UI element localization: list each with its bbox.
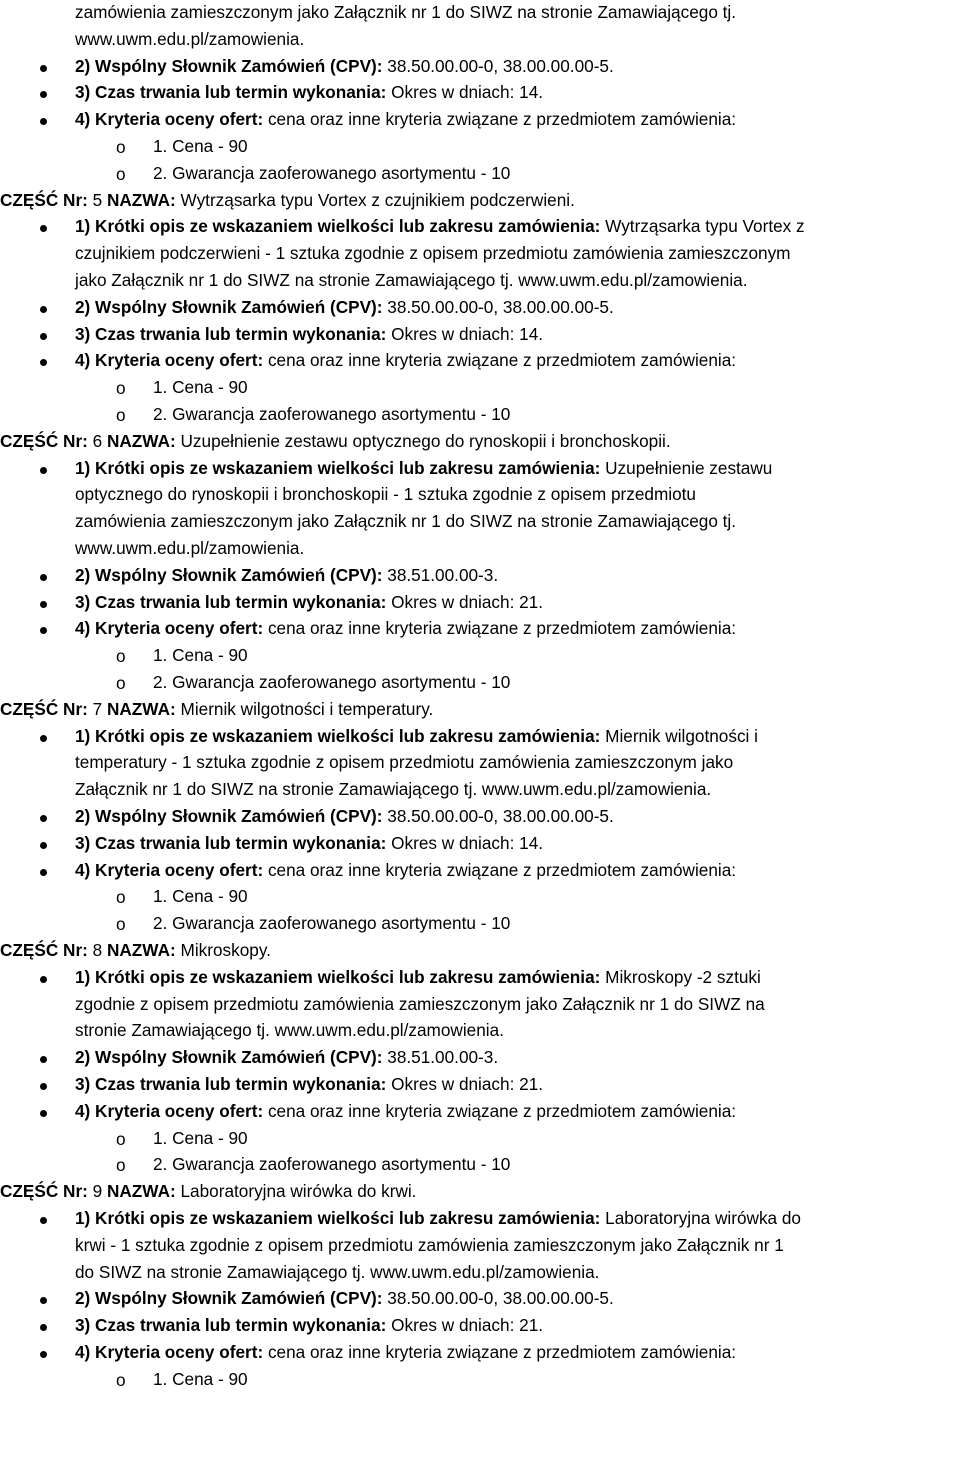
list-line <box>0 831 960 857</box>
line-text <box>153 1152 510 1176</box>
list-line <box>0 1260 960 1286</box>
text-run: Miernik wilgotności i <box>605 725 758 746</box>
bold-label: 2) Wspólny Słownik Zamówień (CPV): <box>75 55 388 76</box>
line-text <box>75 563 498 587</box>
line-text <box>75 804 614 828</box>
line-text <box>153 375 248 399</box>
text-run: czujnikiem podczerwieni - 1 sztuka zgodnie z opisem przedmiotu zamówienia zamieszczonym <box>75 243 791 264</box>
line-text <box>153 161 510 185</box>
text-run: Wytrząsarka typu Vortex z czujnikiem podczerwieni. <box>180 189 575 210</box>
text-run: 1. Cena - 90 <box>153 1368 248 1389</box>
bold-label: 1) Krótki opis ze wskazaniem wielkości lub zakresu zamówienia: <box>75 966 606 987</box>
text-run: 2. Gwarancja zaoferowanego asortymentu - 10 <box>153 162 511 183</box>
line-text <box>75 536 304 560</box>
sub-bullet-icon: o <box>116 646 126 667</box>
section-heading <box>0 1179 960 1205</box>
list-line <box>0 456 960 482</box>
line-text <box>75 1018 504 1042</box>
bullet-icon <box>40 118 47 125</box>
list-line <box>0 616 960 642</box>
line-text <box>75 1340 736 1364</box>
bold-label: 3) Czas trwania lub termin wykonania: <box>75 1315 392 1336</box>
line-text <box>0 938 271 962</box>
line-text <box>75 241 791 265</box>
list-line <box>0 1286 960 1312</box>
text-run: 38.51.00.00-3. <box>387 564 499 585</box>
list-line <box>0 1072 960 1098</box>
line-text <box>75 616 736 640</box>
text-run: Okres w dniach: 21. <box>391 1315 544 1336</box>
bold-label: 4) Kryteria oceny ofert: <box>75 350 268 371</box>
text-run: zamówienia zamieszczonym jako Załącznik nr 1 do SIWZ na stronie Zamawiającego tj. <box>75 2 737 22</box>
list-line <box>0 1099 960 1125</box>
bullet-icon <box>40 1083 47 1090</box>
bullet-icon <box>40 225 47 232</box>
text-run: Uzupełnienie zestawu optycznego do rynoskopii i bronchoskopii. <box>180 430 671 451</box>
list-line <box>0 214 960 240</box>
sub-bullet-icon: o <box>116 1155 126 1176</box>
text-run: cena oraz inne kryteria związane z przedmiotem zamówienia: <box>267 350 737 371</box>
section-heading <box>0 697 960 723</box>
text-run: 2. Gwarancja zaoferowanego asortymentu - 10 <box>153 404 511 424</box>
bold-label: 2) Wspólny Słownik Zamówień (CPV): <box>75 1047 388 1068</box>
sub-bullet-icon: o <box>116 163 126 184</box>
line-text <box>0 1179 416 1203</box>
bold-label: 1) Krótki opis ze wskazaniem wielkości lub zakresu zamówienia: <box>75 457 606 478</box>
text-run: optycznego do rynoskopii i bronchoskopii - 1 sztuka zgodnie z opisem przedmiotu <box>75 484 696 505</box>
text-run: Laboratoryjna wirówka do <box>605 1208 801 1228</box>
text-run: Okres w dniach: 14. <box>391 832 544 853</box>
bold-label: 2) Wspólny Słownik Zamówień (CPV): <box>75 1288 388 1309</box>
bullet-icon <box>40 976 47 983</box>
text-run: 38.50.00.00-0, 38.00.00.00-5. <box>387 806 614 826</box>
line-text <box>75 1260 599 1284</box>
line-text <box>75 54 614 78</box>
line-text <box>75 0 736 24</box>
line-text <box>75 268 748 292</box>
bold-label: 1) Krótki opis ze wskazaniem wielkości lub zakresu zamówienia: <box>75 216 606 237</box>
bullet-icon <box>40 815 47 822</box>
line-text <box>153 1367 248 1391</box>
line-text <box>0 429 671 453</box>
list-line <box>0 54 960 80</box>
text-run: www.uwm.edu.pl/zamowienia. <box>75 28 305 49</box>
bold-label: 4) Kryteria oceny ofert: <box>75 109 268 130</box>
list-line <box>0 1206 960 1232</box>
sub-list-item <box>0 1367 960 1393</box>
line-text <box>75 992 765 1016</box>
list-line <box>0 965 960 991</box>
line-text <box>75 1045 498 1069</box>
list-line <box>0 724 960 750</box>
bullet-icon <box>40 1056 47 1063</box>
bullet-icon <box>40 574 47 581</box>
bold-label: CZĘŚĆ Nr: <box>0 189 93 210</box>
list-line <box>0 0 960 26</box>
bullet-icon <box>40 601 47 608</box>
line-text <box>75 777 711 801</box>
line-text <box>75 509 736 533</box>
text-run: 38.50.00.00-0, 38.00.00.00-5. <box>387 55 614 76</box>
text-run: Załącznik nr 1 do SIWZ na stronie Zamawiającego tj. www.uwm.edu.pl/zamowienia. <box>75 779 712 800</box>
text-run: 2. Gwarancja zaoferowanego asortymentu - 10 <box>153 1154 511 1175</box>
bullet-icon <box>40 467 47 474</box>
bold-label: 3) Czas trwania lub termin wykonania: <box>75 323 392 344</box>
sub-bullet-icon: o <box>116 673 126 693</box>
text-run: cena oraz inne kryteria związane z przedmiotem zamówienia: <box>267 109 737 130</box>
section-heading <box>0 938 960 964</box>
sub-list-item <box>0 911 960 937</box>
text-run: Okres w dniach: 21. <box>391 1074 544 1094</box>
section-heading <box>0 429 960 455</box>
line-text <box>153 884 248 908</box>
bold-label: CZĘŚĆ Nr: <box>0 940 93 960</box>
bold-label: 3) Czas trwania lub termin wykonania: <box>75 82 392 103</box>
bold-label: 3) Czas trwania lub termin wykonania: <box>75 832 392 853</box>
list-line <box>0 27 960 53</box>
sub-bullet-icon: o <box>116 405 126 425</box>
bullet-icon <box>40 1110 47 1117</box>
list-line <box>0 777 960 803</box>
text-run: Okres w dniach: 14. <box>391 82 544 103</box>
bold-label: CZĘŚĆ Nr: <box>0 430 93 451</box>
bullet-icon <box>40 1217 47 1224</box>
line-text <box>75 107 736 131</box>
line-text <box>153 643 248 667</box>
line-text <box>153 402 510 426</box>
bullet-icon <box>40 333 47 340</box>
line-text <box>75 1313 543 1337</box>
line-text <box>75 322 543 346</box>
bullet-icon <box>40 1324 47 1331</box>
sub-bullet-icon: o <box>116 378 126 399</box>
sub-list-item <box>0 643 960 669</box>
line-text <box>75 724 758 748</box>
text-run: cena oraz inne kryteria związane z przedmiotem zamówienia: <box>267 1100 737 1121</box>
text-run: cena oraz inne kryteria związane z przedmiotem zamówienia: <box>267 1342 737 1362</box>
list-line <box>0 1018 960 1044</box>
sub-list-item <box>0 670 960 696</box>
line-text <box>75 214 805 238</box>
line-text <box>153 1126 248 1150</box>
list-line <box>0 858 960 884</box>
text-run: 2. Gwarancja zaoferowanego asortymentu - 10 <box>153 913 511 934</box>
text-run: Mikroskopy. <box>180 940 271 960</box>
text-run: cena oraz inne kryteria związane z przedmiotem zamówienia: <box>267 618 737 639</box>
line-text <box>153 670 510 694</box>
list-line <box>0 1340 960 1366</box>
sub-bullet-icon: o <box>116 887 126 908</box>
bullet-icon <box>40 91 47 98</box>
line-text <box>75 750 733 774</box>
bold-label: 1) Krótki opis ze wskazaniem wielkości lub zakresu zamówienia: <box>75 725 606 746</box>
text-run: 9 <box>92 1181 107 1202</box>
line-text <box>75 1233 784 1257</box>
text-run: Uzupełnienie zestawu <box>605 457 773 478</box>
text-run: 6 <box>92 430 107 451</box>
line-text <box>75 590 543 614</box>
bold-label: 4) Kryteria oceny ofert: <box>75 859 268 880</box>
text-run: 7 <box>92 698 107 719</box>
text-run: 1. Cena - 90 <box>153 377 248 398</box>
list-line <box>0 509 960 535</box>
sub-list-item <box>0 375 960 401</box>
sub-list-item <box>0 134 960 160</box>
sub-list-item <box>0 402 960 428</box>
text-run: cena oraz inne kryteria związane z przedmiotem zamówienia: <box>267 859 737 880</box>
line-text <box>0 188 575 212</box>
text-run: 38.50.00.00-0, 38.00.00.00-5. <box>387 1288 614 1309</box>
text-run: Okres w dniach: 21. <box>391 591 544 612</box>
bold-label: 1) Krótki opis ze wskazaniem wielkości lub zakresu zamówienia: <box>75 1208 606 1228</box>
text-run: 8 <box>92 940 107 960</box>
sub-list-item <box>0 161 960 187</box>
list-line <box>0 241 960 267</box>
bold-label: CZĘŚĆ Nr: <box>0 698 93 719</box>
line-text <box>75 858 736 882</box>
text-run: 1. Cena - 90 <box>153 136 248 156</box>
line-text <box>75 965 761 989</box>
text-run: 1. Cena - 90 <box>153 1127 248 1148</box>
list-line <box>0 1045 960 1071</box>
list-line <box>0 268 960 294</box>
bold-label: CZĘŚĆ Nr: <box>0 1181 93 1202</box>
sub-bullet-icon: o <box>116 137 126 157</box>
line-text <box>75 831 543 855</box>
bold-label: 2) Wspólny Słownik Zamówień (CPV): <box>75 296 388 317</box>
text-run: Wytrząsarka typu Vortex z <box>605 216 805 237</box>
sub-bullet-icon: o <box>116 914 126 935</box>
bold-label: 3) Czas trwania lub termin wykonania: <box>75 1074 392 1094</box>
text-run: krwi - 1 sztuka zgodnie z opisem przedmiotu zamówienia zamieszczonym jako Załącznik nr 1 <box>75 1234 784 1255</box>
sub-list-item <box>0 884 960 910</box>
list-line <box>0 482 960 508</box>
bullet-icon <box>40 306 47 313</box>
text-run: 38.50.00.00-0, 38.00.00.00-5. <box>387 296 614 317</box>
text-run: 38.51.00.00-3. <box>387 1047 499 1068</box>
text-run: do SIWZ na stronie Zamawiającego tj. www.uwm.edu.pl/zamowienia. <box>75 1261 600 1282</box>
sub-list-item <box>0 1126 960 1152</box>
line-text <box>75 1099 736 1123</box>
sub-bullet-icon: o <box>116 1128 126 1149</box>
bold-label: NAZWA: <box>106 698 181 719</box>
list-line <box>0 348 960 374</box>
line-text <box>75 348 736 372</box>
line-text <box>75 1286 614 1310</box>
line-text <box>75 482 696 506</box>
line-text <box>75 27 304 51</box>
text-run: Miernik wilgotności i temperatury. <box>180 698 434 719</box>
list-line <box>0 536 960 562</box>
bullet-icon <box>40 627 47 634</box>
text-run: Laboratoryjna wirówka do krwi. <box>180 1181 417 1202</box>
list-line <box>0 107 960 133</box>
list-line <box>0 1313 960 1339</box>
text-run: zgodnie z opisem przedmiotu zamówienia zamieszczonym jako Załącznik nr 1 do SIWZ na <box>75 993 765 1014</box>
bold-label: NAZWA: <box>106 1181 181 1202</box>
bold-label: NAZWA: <box>106 940 181 960</box>
line-text <box>75 1206 801 1230</box>
list-line <box>0 322 960 348</box>
sub-list-item <box>0 1152 960 1178</box>
text-run: www.uwm.edu.pl/zamowienia. <box>75 538 305 558</box>
bold-label: 3) Czas trwania lub termin wykonania: <box>75 591 392 612</box>
list-line <box>0 590 960 616</box>
list-line <box>0 804 960 830</box>
bullet-icon <box>40 359 47 366</box>
bullet-icon <box>40 869 47 876</box>
list-line <box>0 992 960 1018</box>
list-line <box>0 80 960 106</box>
bold-label: 2) Wspólny Słownik Zamówień (CPV): <box>75 564 388 585</box>
bullet-icon <box>40 1351 47 1358</box>
section-heading <box>0 188 960 214</box>
line-text <box>75 1072 543 1096</box>
line-text <box>0 697 433 721</box>
list-line <box>0 1233 960 1259</box>
text-run: zamówienia zamieszczonym jako Załącznik nr 1 do SIWZ na stronie Zamawiającego tj. <box>75 511 737 532</box>
line-text <box>75 456 772 480</box>
list-line <box>0 750 960 776</box>
text-run: stronie Zamawiającego tj. www.uwm.edu.pl/zamowienia. <box>75 1020 504 1041</box>
line-text <box>153 911 510 935</box>
list-line <box>0 563 960 589</box>
bullet-icon <box>40 65 47 72</box>
bullet-icon <box>40 735 47 742</box>
line-text <box>75 80 543 104</box>
text-run: temperatury - 1 sztuka zgodnie z opisem przedmiotu zamówienia zamieszczonym jako <box>75 752 734 773</box>
text-run: jako Załącznik nr 1 do SIWZ na stronie Zamawiającego tj. www.uwm.edu.pl/zamowienia. <box>75 270 748 290</box>
text-run: 1. Cena - 90 <box>153 645 248 666</box>
bold-label: 4) Kryteria oceny ofert: <box>75 1100 268 1121</box>
text-run: 5 <box>92 189 107 210</box>
bold-label: NAZWA: <box>106 189 181 210</box>
bold-label: 4) Kryteria oceny ofert: <box>75 618 268 639</box>
bullet-icon <box>40 1297 47 1304</box>
sub-bullet-icon: o <box>116 1369 126 1390</box>
text-run: Okres w dniach: 14. <box>391 323 544 344</box>
text-run: Mikroskopy -2 sztuki <box>605 966 761 987</box>
line-text <box>153 134 248 158</box>
line-text <box>75 295 614 319</box>
bold-label: 2) Wspólny Słownik Zamówień (CPV): <box>75 806 388 826</box>
list-line <box>0 295 960 321</box>
bold-label: 4) Kryteria oceny ofert: <box>75 1342 268 1362</box>
bold-label: NAZWA: <box>106 430 181 451</box>
bullet-icon <box>40 842 47 849</box>
text-run: 2. Gwarancja zaoferowanego asortymentu - 10 <box>153 672 511 692</box>
text-run: 1. Cena - 90 <box>153 886 248 907</box>
